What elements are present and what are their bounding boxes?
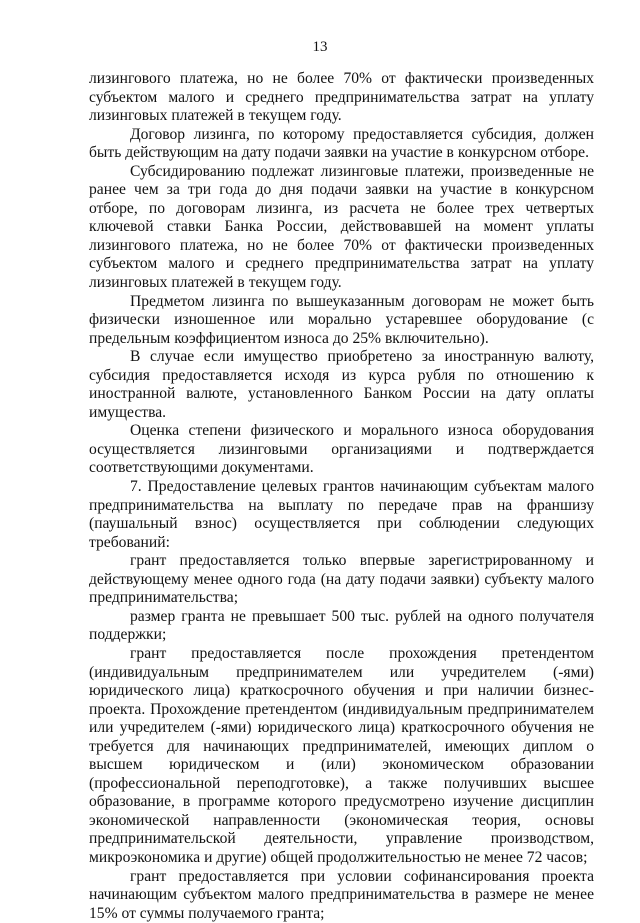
paragraph-requirement-training: грант предоставляется после прохождения претендентом (индивидуальным предпринимателем или учредителем (-ями) юридического лица) краткосрочного обучения и при наличии бизнес-проекта. Прохождение претендентом (индивидуальным предпринимателем или учредителем (-ями) юридического лица) краткосрочного обучения не требуется для начинающих предпринимателей, имеющих диплом о высшем юридическом и (или) экономическом образовании (профессиональной переподготовке), а также получивших высшее образование, в программе которого предусмотрено изучение дисциплин экономической направленности (экономическая теория, основы предпринимательской деятельности, управление производством, микроэкономика и другие) общей продолжительностью не менее 72 часов; — [89, 644, 594, 866]
paragraph-requirement-cofinancing: грант предоставляется при условии софинансирования проекта начинающим субъектом малого предпринимательства в размере не менее 15% от суммы получаемого гранта; — [89, 867, 594, 922]
paragraph-section-7-franchise-grants: 7. Предоставление целевых грантов начинающим субъектам малого предпринимательства на выплату по передаче прав на франшизу (паушальный взнос) осуществляется при соблюдении следующих требований: — [89, 478, 594, 551]
paragraph-requirement-first-registration: грант предоставляется только впервые зарегистрированному и действующему менее одного года (на дату подачи заявки) субъекту малого предпринимательства; — [89, 552, 594, 607]
paragraph-lease-payments-subsidy: Субсидированию подлежат лизинговые платежи, произведенные не ранее чем за три года до дня подачи заявки на участие в конкурсном отборе, по договорам лизинга, из расчета не более трех четвертых ключевой ставки Банка России, действовавшей на момент уплаты лизингового платежа, но не более 70% от фактически произведенных субъектом малого и среднего предпринимательства затрат на уплату лизинговых платежей в текущем году. — [89, 162, 594, 292]
paragraph-foreign-currency: В случае если имущество приобретено за иностранную валюту, субсидия предоставляется исходя из курса рубля по отношению к иностранной валюте, установленного Банком России на дату оплаты имущества. — [89, 348, 594, 421]
paragraph-lease-agreement-validity: Договор лизинга, по которому предоставляется субсидия, должен быть действующим на дату подачи заявки на участие в конкурсном отборе. — [89, 125, 594, 162]
page-number: 13 — [312, 39, 328, 55]
paragraph-lease-payment-continuation: лизингового платежа, но не более 70% от фактически произведенных субъектом малого и среднего предпринимательства затрат на уплату лизинговых платежей в текущем году. — [89, 70, 594, 125]
paragraph-lease-subject-equipment: Предметом лизинга по вышеуказанным договорам не может быть физически изношенное или морально устаревшее оборудование (с предельным коэффициентом износа до 25% включительно). — [89, 292, 594, 347]
paragraph-requirement-grant-size: размер гранта не превышает 500 тыс. рублей на одного получателя поддержки; — [89, 607, 594, 644]
document-body — [89, 70, 594, 923]
paragraph-wear-assessment: Оценка степени физического и морального износа оборудования осуществляется лизинговыми организациями и подтверждается соответствующими документами. — [89, 422, 594, 477]
